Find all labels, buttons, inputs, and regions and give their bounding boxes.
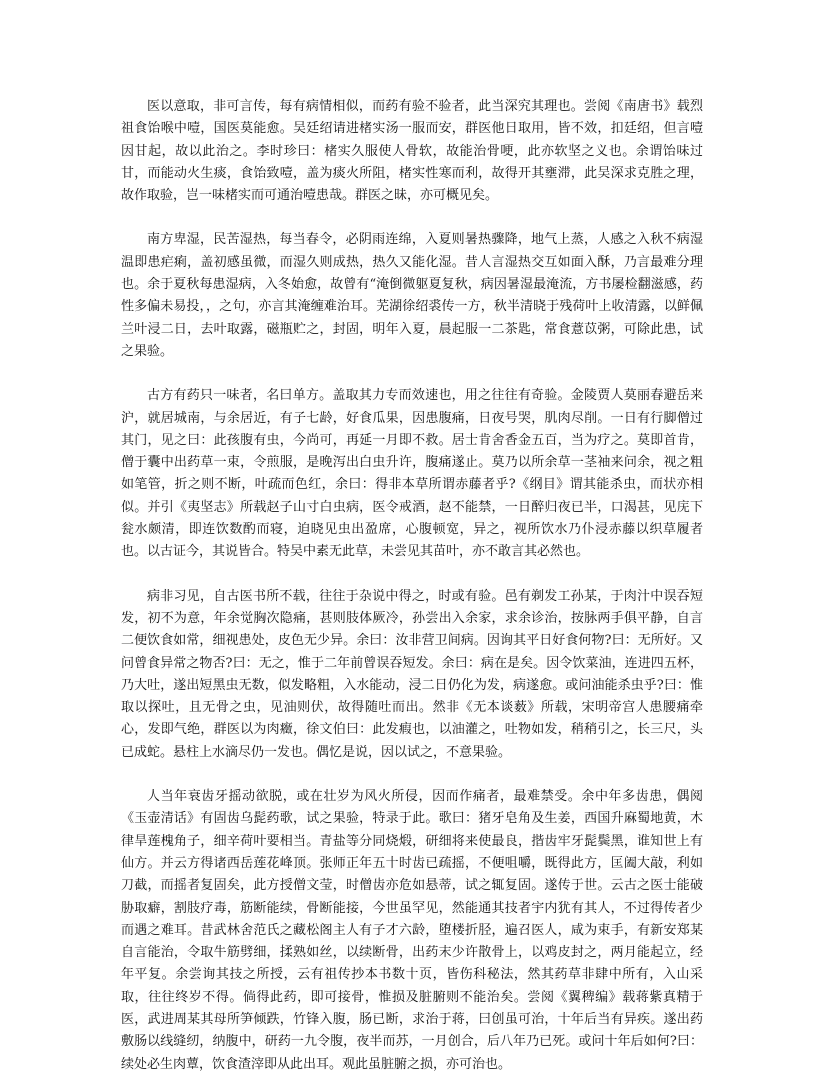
paragraph-4: 病非习见，自古医书所不载，往往于杂说中得之，时或有验。邑有剃发工孙某，于肉汁中误吞短发，初不为意，年余觉胸次隐痛，甚则肢体厥冷，孙尝出入余家，求余诊治，按脉两手俱平静，自言二便饮食如常，细视患处，皮色无少异。余曰：汝非营卫间病。因询其平日好食何物?曰：无所好。又问曾食异常之物否?曰：无之，惟于二年前曾误吞短发。余曰：病在是矣。因令饮菜油，连进四五杯，乃大吐，遂出短黑虫无数，似发略粗，入水能动，浸二日仍化为发，病遂愈。或问油能杀虫乎?曰：惟取以探吐，且无骨之虫，见油则伏，故得随吐而出。然非《无本谈薮》所载，宋明帝宫人患腰痛牵心，发即气绝，群医以为肉癥，徐文伯曰：此发瘕也，以油灌之，吐物如发，稍稍引之，长三尺，头已成蛇。悬柱上水滴尽仍一发也。偶忆是说，因以试之，不意果验。	[121, 588, 703, 760]
paragraph-1: 医以意取，非可言传，每有病情相似，而药有验不验者，此当深究其理也。尝阅《南唐书》载烈祖食饴喉中噎，国医莫能愈。吴廷绍请进楮实汤一服而安，群医他日取用，皆不效，扣廷绍，但言噎因甘起，故以此治之。李时珍曰：楮实久服使人骨软，故能治骨哽，此亦软坚之义也。余谓饴味过甘，而能动火生痰，食饴致噎，盖为痰火所阻，楮实性寒而利，故得开其壅滞，此吴深求克胜之理，故作取验，岂一味楮实而可通治噎患哉。群医之昧，亦可概见矣。	[121, 99, 703, 204]
paragraph-3: 古方有药只一味者，名曰单方。盖取其力专而效速也，用之往往有奇验。金陵贾人莫丽春避岳来沪，就居城南，与余居近，有子七龄，好食瓜果，因患腹痛，日夜号哭，肌肉尽削。一日有行脚僧过其门，见之曰：此孩腹有虫，今尚可，再延一月即不救。居士肯舍香金五百，当为疗之。莫即首肯，僧于囊中出药草一束，令煎服，是晚泻出白虫升许，腹痛遂止。莫乃以所余草一茎袖来问余，视之粗如笔管，折之则不断，叶疏而色红，余曰：得非本草所谓赤藤者乎?《纲目》谓其能杀虫，而状亦相似。并引《夷坚志》所载赵子山寸白虫病，医令戒酒，赵不能禁，一日醉归夜已半，口渴甚，见庑下瓮水颇清，即连饮数酌而寝，迫晓见虫出盈席，心腹顿宽，异之，视所饮水乃仆浸赤藤以织草履者也。以古证今，其说皆合。特吴中素无此草，未尝见其苗叶，亦不敢言其必然也。	[121, 388, 703, 560]
paragraph-2: 南方卑湿，民苦湿热，每当春令，必阴雨连绵，入夏则暑热骤降，地气上蒸，人感之入秋不病湿温即患疟痢，盖初感虽微，而湿久则成热，热久又能化湿。昔人言湿热交互如面入酥，乃言最难分理也。余于夏秋每患湿病，入冬始愈，故曾有“淹倒微躯夏复秋，病因暑湿最淹流，方书屡检翻滋感，药性多偏未易投，，之句，亦言其淹缠难治耳。芜湖徐绍裘传一方，秋半清晓于残荷叶上收清露，以鲜佩兰叶浸二日，去叶取露，磁瓶贮之，封固，明年入夏，晨起服一二茶匙，常食薏苡粥，可除此患，试之果验。	[121, 232, 703, 359]
paragraph-5: 人当年衰齿牙摇动欲脱，或在壮岁为风火所侵，因而作痛者，最难禁受。余中年多齿患，偶阅《玉壶清话》有固齿乌髭药歌，试之果验，特录于此。歌曰：猪牙皂角及生姜，西国升麻蜀地黄，木律旱莲槐角子，细辛荷叶要相当。青盐等分同烧煅，研细将来使最良，揩齿牢牙髭鬓黑，谁知世上有仙方。并云方得诸西岳莲花峰顶。张师正年五十时齿已疏摇，不便咀嚼，既得此方，匡阖大敲，利如刀截，而摇者复固矣，此方授僧文莹，时僧齿亦危如悬蒂，试之辄复固。遂传于世。云古之医士能破胁取癖，割肢疗毒，筋断能续，骨断能接，今世虽罕见，然能通其技者宇内犹有其人，不过得传者少而遇之难耳。昔武林舍范氏之藏松阁主人有子才六龄，堕楼折胫，遍召医人，咸为束手，有新安郑某自言能治，令取牛筋劈细，揉熟如丝，以续断骨，出药末少许散骨上，以鸡皮封之，两月能起立，经年平复。余尝询其技之所授，云有祖传抄本书数十页，皆伤科秘法，然其药草非肆中所有，入山采取，往往终岁不得。倘得此药，即可接骨，惟损及脏腑则不能治矣。尝阅《翼稗编》载蒋紫真精于医，武进周某其母所笋倾跌，竹锋入腹，肠已断，求治于蒋，曰创虽可治，十年后当有异疾。遂出药敷肠以线缝纫，纳腹中，研药一九令腹，夜半而苏，一月创合，后八年乃已死。或问十年后如何?曰：续处必生肉蕈，饮食渣滓即从此出耳。观此虽脏腑之损，亦可治也。	[121, 789, 703, 1072]
document-page	[121, 96, 703, 1076]
